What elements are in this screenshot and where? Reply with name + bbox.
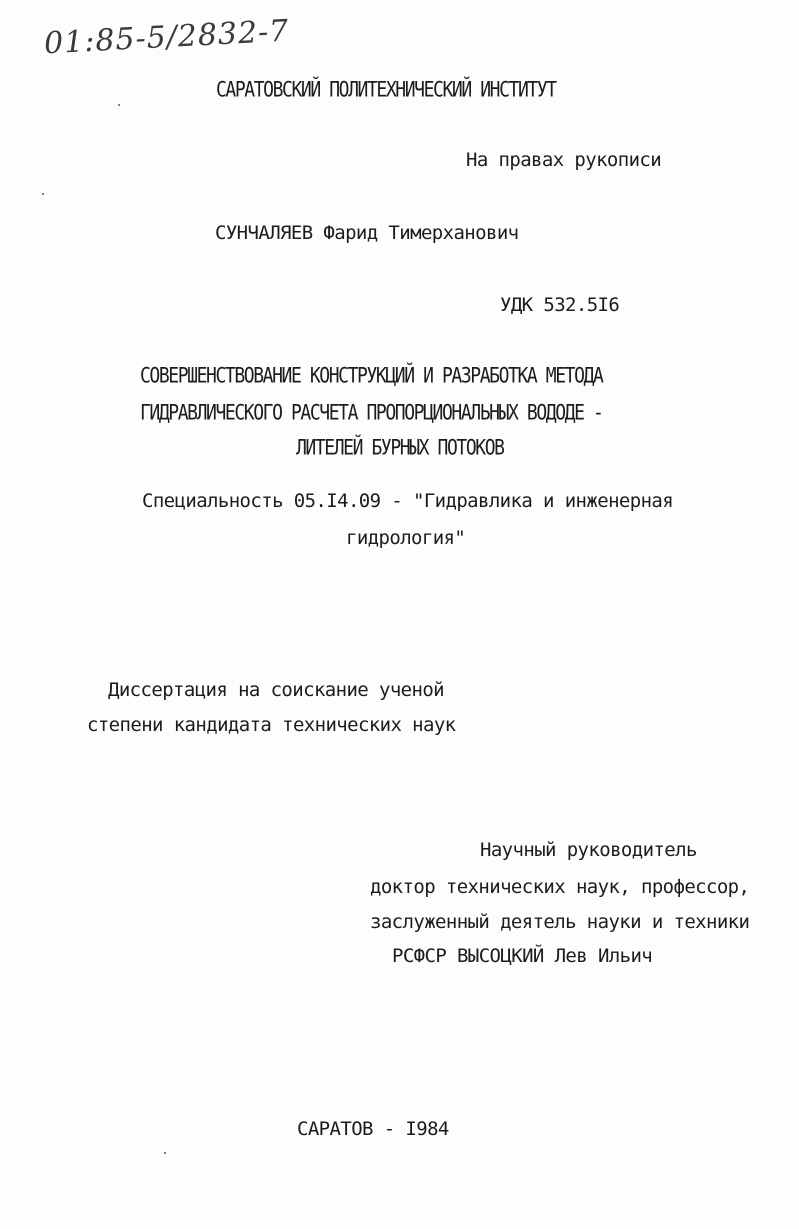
supervisor-line: РСФСР ВЫСОЦКИЙ Лев Ильич <box>392 945 653 967</box>
supervisor-line: доктор технических наук, профессор, <box>370 876 750 898</box>
scan-speck <box>118 104 120 106</box>
dissertation-title-line: ЛИТЕЛЕЙ БУРНЫХ ПОТОКОВ <box>296 435 504 461</box>
author-name: СУНЧАЛЯЕВ Фарид Тимерханович <box>215 222 519 244</box>
dissertation-title-line: СОВЕРШЕНСТВОВАНИЕ КОНСТРУКЦИЙ И РАЗРАБОТКА МЕТОДА <box>140 363 603 389</box>
scan-speck <box>164 1152 166 1154</box>
supervisor-line: Научный руководитель <box>480 839 697 861</box>
scan-speck <box>42 193 44 195</box>
degree-line: Диссертация на соискание ученой <box>108 679 445 701</box>
institute-name: САРАТОВСКИЙ ПОЛИТЕХНИЧЕСКИЙ ИНСТИТУТ <box>216 77 556 103</box>
handwritten-annotation: 01:85-5/2832-7 <box>43 13 291 62</box>
udc-code: УДК 532.5I6 <box>500 294 620 316</box>
specialty-line: гидрология" <box>346 527 466 549</box>
degree-line: степени кандидата технических наук <box>87 714 456 736</box>
specialty-line: Специальность 05.I4.09 - "Гидравлика и инженерная <box>142 490 674 512</box>
supervisor-line: заслуженный деятель науки и техники <box>370 911 750 933</box>
city-year: САРАТОВ - I984 <box>297 1118 449 1140</box>
dissertation-title-line: ГИДРАВЛИЧЕСКОГО РАСЧЕТА ПРОПОРЦИОНАЛЬНЫХ ВОДОДЕ - <box>140 400 603 426</box>
manuscript-rights: На правах рукописи <box>466 149 662 171</box>
